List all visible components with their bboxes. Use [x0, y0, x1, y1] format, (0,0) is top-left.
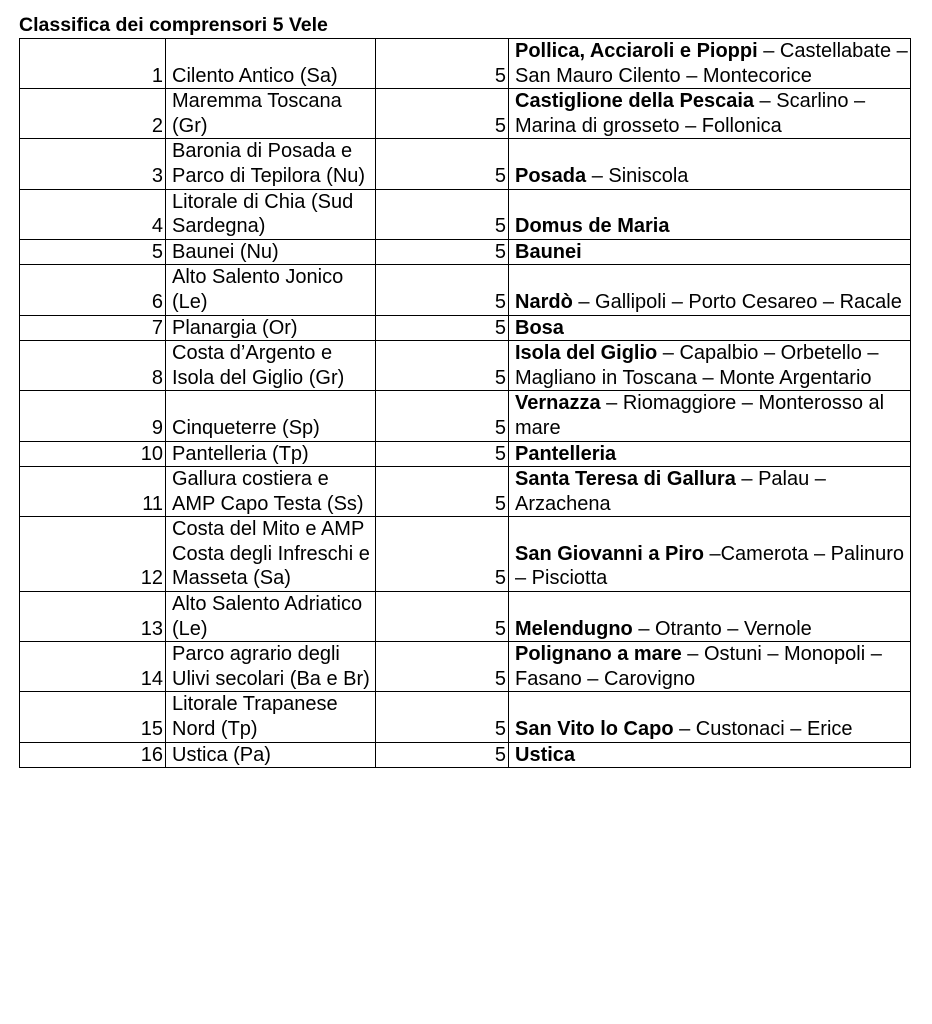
main-town: Pantelleria [515, 442, 617, 465]
area-cell: Baronia di Posada e Parco di Tepilora (Nu) [166, 139, 376, 189]
main-town: Castiglione della Pescaia [515, 90, 754, 113]
rank-cell: 2 [20, 89, 166, 139]
area-cell: Costa del Mito e AMP Costa degli Infreschi e Masseta (Sa) [166, 517, 376, 592]
area-cell: Costa d’Argento e Isola del Giglio (Gr) [166, 341, 376, 391]
table-row [20, 39, 911, 89]
main-town: Domus de Maria [515, 215, 670, 238]
towns-cell [509, 517, 911, 592]
other-towns: –Camerota – Palinuro – Pisciotta [515, 542, 905, 590]
other-towns: – Scarlino – Marina di grosseto – Follonica [515, 90, 866, 137]
sails-cell: 5 [376, 592, 509, 642]
rank-cell: 1 [20, 39, 166, 89]
towns-cell [509, 89, 911, 139]
table-row [20, 692, 911, 742]
sails-cell: 5 [376, 642, 509, 692]
table-row [20, 642, 911, 692]
rank-cell: 11 [20, 467, 166, 517]
towns-cell [509, 692, 911, 742]
sails-cell: 5 [376, 239, 509, 265]
area-cell: Gallura costiera e AMP Capo Testa (Ss) [166, 467, 376, 517]
towns-cell [509, 642, 911, 692]
rank-cell: 12 [20, 517, 166, 592]
sails-cell: 5 [376, 139, 509, 189]
sails-cell: 5 [376, 742, 509, 768]
table-row [20, 742, 911, 768]
area-cell: Litorale Trapanese Nord (Tp) [166, 692, 376, 742]
main-town: Posada [515, 164, 587, 187]
area-cell: Planargia (Or) [166, 315, 376, 341]
sails-cell: 5 [376, 189, 509, 239]
table-row [20, 265, 911, 315]
area-cell: Litorale di Chia (Sud Sardegna) [166, 189, 376, 239]
sails-cell: 5 [376, 517, 509, 592]
main-town: Ustica [515, 743, 576, 766]
main-town: Santa Teresa di Gallura [515, 468, 736, 491]
area-cell: Pantelleria (Tp) [166, 441, 376, 467]
page-title: Classifica dei comprensori 5 Vele [19, 14, 328, 36]
main-town: Isola del Giglio [515, 342, 658, 365]
main-town: Bosa [515, 316, 564, 339]
rank-cell: 3 [20, 139, 166, 189]
towns-cell [509, 189, 911, 239]
table-row [20, 391, 911, 441]
main-town: Nardò [515, 290, 573, 313]
table-row [20, 592, 911, 642]
table-row [20, 517, 911, 592]
rank-cell: 10 [20, 441, 166, 467]
towns-cell [509, 441, 911, 467]
towns-cell [509, 391, 911, 441]
sails-cell: 5 [376, 39, 509, 89]
sails-cell: 5 [376, 391, 509, 441]
main-town: Polignano a mare [515, 643, 682, 666]
towns-cell [509, 139, 911, 189]
main-town: Vernazza [515, 392, 601, 415]
ranking-table-body [20, 39, 911, 768]
other-towns: – Custonaci – Erice [673, 718, 853, 741]
main-town: San Giovanni a Piro [515, 542, 704, 565]
rank-cell: 7 [20, 315, 166, 341]
other-towns: – Otranto – Vernole [632, 617, 812, 640]
rank-cell: 4 [20, 189, 166, 239]
area-cell: Baunei (Nu) [166, 239, 376, 265]
area-cell: Maremma Toscana (Gr) [166, 89, 376, 139]
area-cell: Ustica (Pa) [166, 742, 376, 768]
area-cell: Cilento Antico (Sa) [166, 39, 376, 89]
towns-cell [509, 467, 911, 517]
towns-cell [509, 239, 911, 265]
area-cell: Alto Salento Jonico (Le) [166, 265, 376, 315]
area-cell: Cinqueterre (Sp) [166, 391, 376, 441]
other-towns: – Palau – Arzachena [515, 468, 826, 515]
towns-cell [509, 742, 911, 768]
sails-cell: 5 [376, 467, 509, 517]
rank-cell: 13 [20, 592, 166, 642]
rank-cell: 9 [20, 391, 166, 441]
area-cell: Parco agrario degli Ulivi secolari (Ba e Br) [166, 642, 376, 692]
towns-cell [509, 265, 911, 315]
rank-cell: 6 [20, 265, 166, 315]
sails-cell: 5 [376, 341, 509, 391]
table-row [20, 441, 911, 467]
table-row [20, 315, 911, 341]
main-town: Baunei [515, 240, 582, 263]
rank-cell: 8 [20, 341, 166, 391]
other-towns: – Ostuni – Monopoli – Fasano – Carovigno [515, 643, 882, 690]
other-towns: – Siniscola [586, 164, 689, 187]
table-row [20, 139, 911, 189]
sails-cell: 5 [376, 265, 509, 315]
towns-cell [509, 592, 911, 642]
table-row [20, 189, 911, 239]
towns-cell [509, 39, 911, 89]
other-towns: – Riomaggiore – Monterosso al mare [515, 392, 885, 439]
area-cell: Alto Salento Adriatico (Le) [166, 592, 376, 642]
rank-cell: 14 [20, 642, 166, 692]
table-row [20, 467, 911, 517]
other-towns: – Castellabate – San Mauro Cilento – Montecorice [515, 40, 908, 87]
table-row [20, 341, 911, 391]
rank-cell: 5 [20, 239, 166, 265]
main-town: San Vito lo Capo [515, 718, 674, 741]
towns-cell [509, 341, 911, 391]
other-towns: – Capalbio – Orbetello – Magliano in Toscana – Monte Argentario [515, 342, 879, 389]
sails-cell: 5 [376, 89, 509, 139]
towns-cell [509, 315, 911, 341]
table-row [20, 239, 911, 265]
main-town: Pollica, Acciaroli e Pioppi [515, 40, 758, 62]
ranking-table [19, 38, 911, 768]
sails-cell: 5 [376, 315, 509, 341]
main-town: Melendugno [515, 617, 633, 640]
sails-cell: 5 [376, 692, 509, 742]
other-towns: – Gallipoli – Porto Cesareo – Racale [572, 290, 902, 313]
table-row [20, 89, 911, 139]
rank-cell: 15 [20, 692, 166, 742]
rank-cell: 16 [20, 742, 166, 768]
sails-cell: 5 [376, 441, 509, 467]
